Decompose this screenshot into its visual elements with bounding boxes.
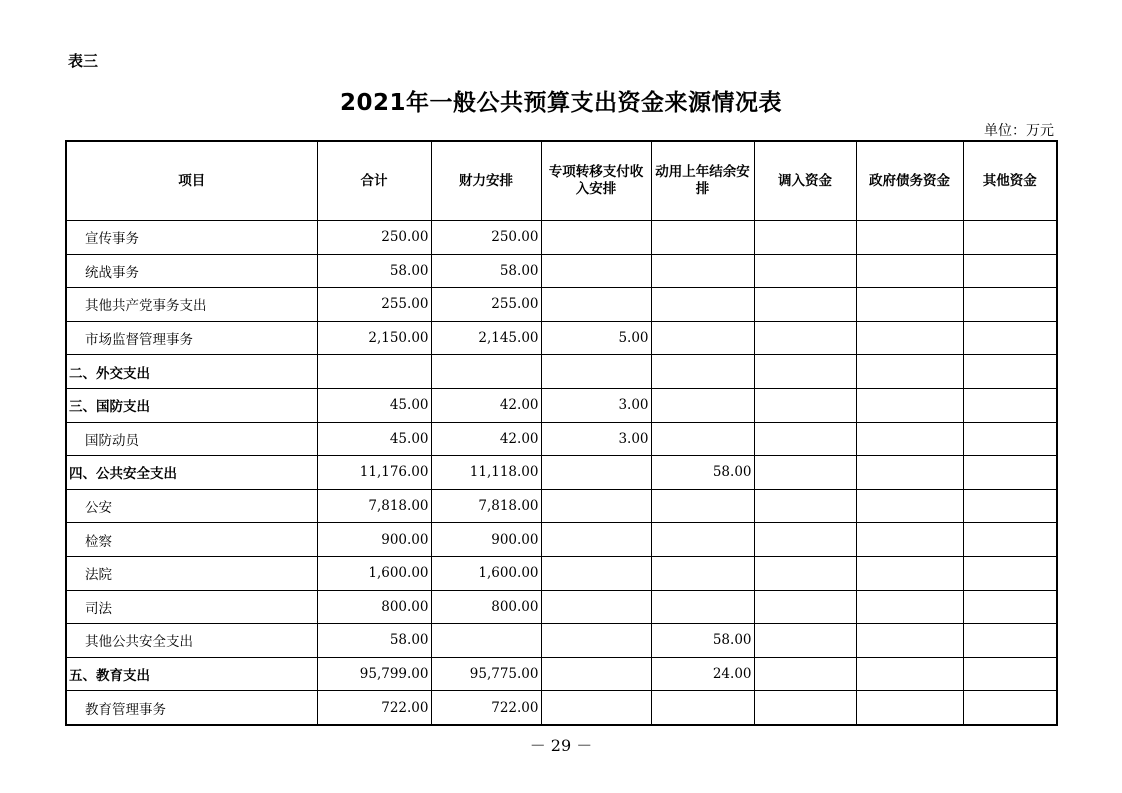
cell-value [754, 624, 856, 658]
cell-value [754, 355, 856, 389]
cell-value [754, 691, 856, 725]
cell-value [856, 489, 963, 523]
cell-value: 800.00 [317, 590, 431, 624]
row-item-name: 公安 [66, 489, 317, 523]
cell-value [541, 624, 651, 658]
table-row [66, 523, 1057, 557]
page-number: － 29 － [529, 736, 593, 755]
cell-value [754, 657, 856, 691]
cell-value: 58.00 [651, 456, 754, 490]
cell-value [963, 489, 1057, 523]
cell-value: 11,118.00 [431, 456, 541, 490]
table-row [66, 422, 1057, 456]
cell-value: 58.00 [317, 624, 431, 658]
row-item-name: 检察 [66, 523, 317, 557]
cell-value: 2,150.00 [317, 321, 431, 355]
cell-value [651, 254, 754, 288]
cell-value [856, 254, 963, 288]
cell-value [754, 556, 856, 590]
cell-value: 7,818.00 [431, 489, 541, 523]
cell-value [317, 355, 431, 389]
table-row [66, 321, 1057, 355]
column-header: 财力安排 [431, 141, 541, 221]
cell-value [651, 355, 754, 389]
cell-value [651, 321, 754, 355]
cell-value [651, 489, 754, 523]
cell-value: 24.00 [651, 657, 754, 691]
cell-value [754, 456, 856, 490]
cell-value [754, 388, 856, 422]
cell-value: 3.00 [541, 422, 651, 456]
cell-value [754, 254, 856, 288]
row-item-name: 五、教育支出 [66, 657, 317, 691]
cell-value [754, 489, 856, 523]
row-item-name: 四、公共安全支出 [66, 456, 317, 490]
cell-value [963, 691, 1057, 725]
row-item-name: 国防动员 [66, 422, 317, 456]
cell-value [651, 221, 754, 255]
table-row [66, 288, 1057, 322]
table-row [66, 456, 1057, 490]
cell-value: 255.00 [431, 288, 541, 322]
cell-value [541, 590, 651, 624]
row-item-name: 统战事务 [66, 254, 317, 288]
column-header: 其他资金 [963, 141, 1057, 221]
cell-value: 900.00 [431, 523, 541, 557]
cell-value [856, 288, 963, 322]
row-item-name: 三、国防支出 [66, 388, 317, 422]
cell-value: 45.00 [317, 422, 431, 456]
cell-value [651, 288, 754, 322]
cell-value [963, 624, 1057, 658]
cell-value: 7,818.00 [317, 489, 431, 523]
cell-value [856, 523, 963, 557]
cell-value: 1,600.00 [317, 556, 431, 590]
table-row [66, 355, 1057, 389]
cell-value: 900.00 [317, 523, 431, 557]
cell-value [963, 422, 1057, 456]
column-header: 项目 [66, 141, 317, 221]
cell-value [856, 422, 963, 456]
cell-value [754, 288, 856, 322]
cell-value [963, 221, 1057, 255]
table-body [66, 221, 1057, 725]
table-row [66, 657, 1057, 691]
cell-value: 250.00 [317, 221, 431, 255]
page-title: 2021年一般公共预算支出资金来源情况表 [339, 90, 782, 116]
table-row [66, 489, 1057, 523]
cell-value: 58.00 [431, 254, 541, 288]
table-row [66, 221, 1057, 255]
cell-value: 800.00 [431, 590, 541, 624]
cell-value [963, 355, 1057, 389]
cell-value [541, 456, 651, 490]
column-header: 调入资金 [754, 141, 856, 221]
cell-value [856, 456, 963, 490]
cell-value: 58.00 [317, 254, 431, 288]
cell-value [963, 657, 1057, 691]
cell-value [651, 388, 754, 422]
column-header: 动用上年结余安排 [651, 141, 754, 221]
table-row [66, 590, 1057, 624]
cell-value: 11,176.00 [317, 456, 431, 490]
cell-value [754, 221, 856, 255]
cell-value: 3.00 [541, 388, 651, 422]
cell-value [541, 355, 651, 389]
cell-value [963, 456, 1057, 490]
cell-value [856, 691, 963, 725]
cell-value: 722.00 [431, 691, 541, 725]
cell-value: 58.00 [651, 624, 754, 658]
cell-value: 1,600.00 [431, 556, 541, 590]
row-item-name: 二、外交支出 [66, 355, 317, 389]
row-item-name: 其他共产党事务支出 [66, 288, 317, 322]
cell-value [856, 590, 963, 624]
cell-value [963, 288, 1057, 322]
cell-value [856, 388, 963, 422]
cell-value [541, 523, 651, 557]
column-header: 专项转移支付收入安排 [541, 141, 651, 221]
cell-value [856, 556, 963, 590]
cell-value: 250.00 [431, 221, 541, 255]
row-item-name: 市场监督管理事务 [66, 321, 317, 355]
table-row [66, 556, 1057, 590]
cell-value [651, 556, 754, 590]
cell-value: 95,799.00 [317, 657, 431, 691]
row-item-name: 司法 [66, 590, 317, 624]
cell-value [754, 422, 856, 456]
cell-value [541, 489, 651, 523]
cell-value [541, 556, 651, 590]
row-item-name: 教育管理事务 [66, 691, 317, 725]
header-row [66, 141, 1057, 221]
cell-value [963, 523, 1057, 557]
column-header: 政府债务资金 [856, 141, 963, 221]
column-header: 合计 [317, 141, 431, 221]
cell-value [651, 422, 754, 456]
cell-value: 42.00 [431, 422, 541, 456]
cell-value [651, 590, 754, 624]
cell-value: 255.00 [317, 288, 431, 322]
cell-value: 5.00 [541, 321, 651, 355]
cell-value [431, 355, 541, 389]
table-label: 表三 [68, 52, 99, 70]
cell-value [541, 288, 651, 322]
cell-value [856, 355, 963, 389]
table-row [66, 624, 1057, 658]
cell-value [541, 657, 651, 691]
cell-value [856, 657, 963, 691]
row-item-name: 法院 [66, 556, 317, 590]
cell-value [963, 590, 1057, 624]
unit-label: 单位：万元 [984, 123, 1054, 139]
cell-value [651, 523, 754, 557]
row-item-name: 其他公共安全支出 [66, 624, 317, 658]
cell-value: 45.00 [317, 388, 431, 422]
row-item-name: 宣传事务 [66, 221, 317, 255]
cell-value [754, 321, 856, 355]
cell-value [431, 624, 541, 658]
cell-value [963, 388, 1057, 422]
cell-value [856, 221, 963, 255]
cell-value [754, 523, 856, 557]
cell-value [754, 590, 856, 624]
cell-value [963, 556, 1057, 590]
table-row [66, 691, 1057, 725]
cell-value [541, 221, 651, 255]
cell-value [856, 321, 963, 355]
table-row [66, 388, 1057, 422]
cell-value [651, 691, 754, 725]
cell-value: 722.00 [317, 691, 431, 725]
cell-value: 2,145.00 [431, 321, 541, 355]
cell-value [541, 254, 651, 288]
cell-value: 95,775.00 [431, 657, 541, 691]
cell-value [963, 254, 1057, 288]
cell-value [541, 691, 651, 725]
budget-table [65, 140, 1058, 726]
cell-value: 42.00 [431, 388, 541, 422]
table-row [66, 254, 1057, 288]
cell-value [856, 624, 963, 658]
cell-value [963, 321, 1057, 355]
